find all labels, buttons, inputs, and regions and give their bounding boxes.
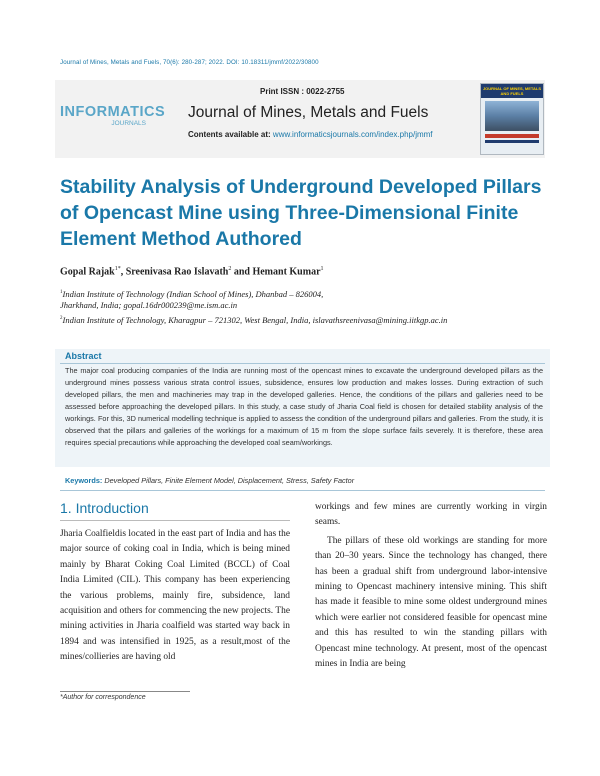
journal-url-link[interactable]: www.informaticsjournals.com/index.php/jmmf <box>272 130 433 139</box>
aff2-sup: 2 <box>60 316 63 321</box>
author-1-sup: 1* <box>114 266 121 272</box>
footnote-correspondence: *Author for correspondence <box>60 694 146 701</box>
section-heading-rule <box>60 520 290 521</box>
abstract-text: The major coal producing companies of the India are running most of the opencast mines to excavate the underground developed pillars as the underground mines possess various strata control issues, subsidence, ensures low production and makes losses. During extraction of such developed pillars, the men and machineries may trap in the developed galleries. Hence, the conditions of the pillars and galleries need to be assessed before approaching the developed pillars. In this study, a case study of Jharia Coal field is chosen for detailed stability analysis of the workings. For this, 3D numerical modelling technique is applied to assess the condition of the underground pillars and galleries. From the study, it is observed that the pillars and galleries of the workings for a maximum of 15 m from the slope surface fails severely. It is therefore, these area requires special precautions while approaching the developed coal seam/workings. <box>65 366 543 447</box>
body-column-left <box>60 527 290 666</box>
author-2-sup: 2 <box>228 266 232 272</box>
cover-stripe-2 <box>485 140 539 143</box>
author-3: and Hemant Kumar <box>231 266 321 278</box>
aff1-line1: Indian Institute of Technology (Indian School of Mines), Dhanbad – 826004, <box>62 288 324 299</box>
keywords-divider <box>60 490 545 491</box>
section-heading-introduction: 1. Introduction <box>60 500 149 516</box>
aff2-line1: Indian Institute of Technology, Kharagpur – 721302, West Bengal, India, islavathsreenivasa@mining.iitkgp.ac.in <box>62 314 448 325</box>
abstract-heading: Abstract <box>65 351 102 361</box>
footnote-rule <box>60 691 190 692</box>
intro-paragraph-2: The pillars of these old workings are standing for more than 20–30 years. Since the technology has changed, there has been a gradual shift from underground labor-intensive mining to Opencast machinery intensive mining. This shift has made it feasible to mine some oldest underground mines which were earlier not considered feasible for opencast mine and this has resulted to win the standing pillars with Opencast mine technology. At present, most of the opencast mines in India are being <box>315 535 547 670</box>
journal-title: Journal of Mines, Metals and Fuels <box>188 104 429 121</box>
author-list <box>60 266 324 277</box>
journal-cover-image <box>480 83 544 155</box>
intro-paragraph-cont: workings and few mines are currently working in virgin seams. <box>315 502 547 528</box>
cover-title: JOURNAL OF MINES, METALS AND FUELS <box>482 86 542 96</box>
intro-paragraph-1: Jharia Coalfieldis located in the east part of India and has the major source of coking coal in India, which is being mined mainly by Bharat Coking Coal Limited (BCCL) of Coal India Limited (CIL). This company has been experiencing the various problems, mainly fire, subsidence, land acquisition and others for commencing the new projects. The mining activities in Jharia coalfield was started way back in 1894 and was intensified in 1925, as a result,most of the mines/collieries are having old <box>60 529 290 663</box>
abstract-divider <box>60 363 545 364</box>
cover-stripe <box>485 134 539 138</box>
affiliation-1-line2: Jharkhand, India; gopal.16dr000239@me.ism.ac.in <box>60 300 238 310</box>
cover-photo <box>485 101 539 131</box>
publisher-logo <box>60 104 166 137</box>
issn: Print ISSN : 0022-2755 <box>260 87 345 96</box>
available-label: Contents available at: <box>188 130 271 139</box>
author-2: , Sreenivasa Rao Islavath <box>120 266 229 278</box>
keywords-text: Developed Pillars, Finite Element Model, Displacement, Stress, Safety Factor <box>104 476 355 485</box>
contents-available <box>188 130 433 139</box>
affiliation-2 <box>60 312 447 327</box>
logo-sub-text: JOURNALS <box>111 120 146 127</box>
logo-main-text: INFORMATICS <box>60 104 166 120</box>
author-3-sup: 1 <box>320 266 324 272</box>
keywords-label: Keywords: <box>65 476 103 485</box>
keywords <box>65 476 354 485</box>
body-column-right <box>315 500 547 672</box>
author-1: Gopal Rajak <box>60 266 115 278</box>
aff1-sup: 1 <box>60 290 63 295</box>
paper-title: Stability Analysis of Underground Developed Pillars of Opencast Mine using Three-Dimensional Finite Element Method Authored <box>60 176 542 250</box>
citation-line: Journal of Mines, Metals and Fuels, 70(6): 280-287; 2022. DOI: 10.18311/jmmf/2022/30800 <box>60 59 319 66</box>
